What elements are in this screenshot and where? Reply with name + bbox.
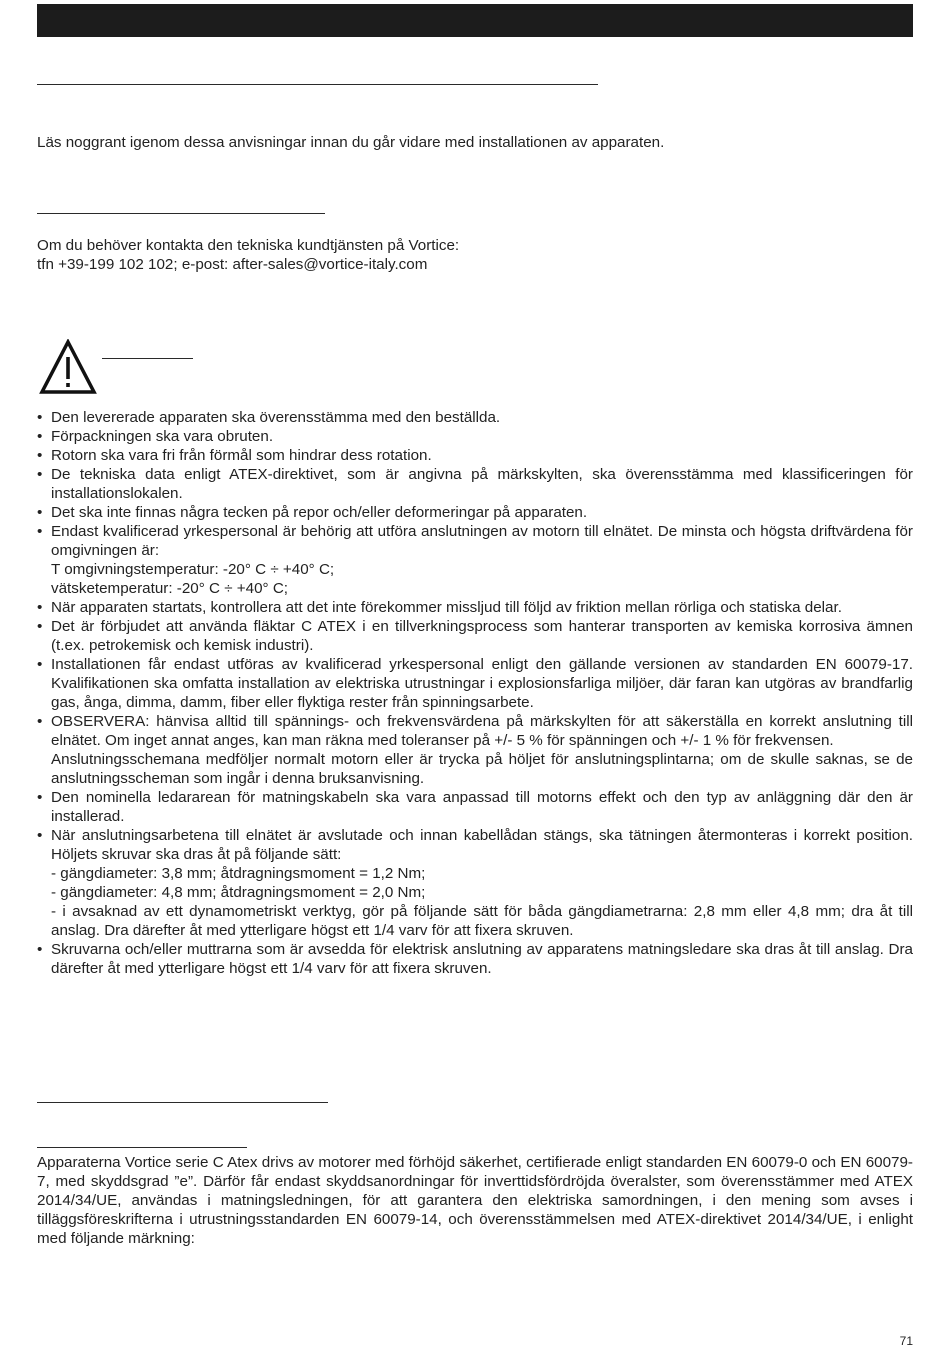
checklist-item: [37, 598, 913, 617]
checklist-item-text: Den levererade apparaten ska överensstämma med den beställda.: [51, 409, 501, 426]
checklist-item-text: Det ska inte finnas några tecken på repor och/eller deformeringar på apparaten.: [51, 504, 588, 521]
checklist-item: [37, 408, 913, 427]
checklist-item-text: Rotorn ska vara fri från förmål som hindrar dess rotation.: [51, 447, 432, 464]
contact-text: [37, 236, 913, 274]
warning-triangle-icon: [39, 339, 97, 395]
checklist-item: [37, 712, 913, 788]
section-rule-1: [37, 84, 598, 85]
section-rule-4: [37, 1102, 328, 1103]
checklist-item-text: När apparaten startats, kontrollera att det inte förekommer missljud till följd av friktion mellan rörliga och statiska delar.: [51, 599, 842, 616]
checklist-item-subline: - gängdiameter: 3,8 mm; åtdragningsmoment = 1,2 Nm;: [51, 865, 426, 882]
contact-line-1: Om du behöver kontakta den tekniska kundtjänsten på Vortice:: [37, 237, 460, 254]
intro-text: Läs noggrant igenom dessa anvisningar innan du går vidare med installationen av apparaten.: [37, 134, 665, 151]
checklist-item-text: Det är förbjudet att använda fläktar C ATEX i en tillverkningsprocess som hanterar transporten av kemiska korrosiva ämnen (t.ex. petrokemisk och kemisk industri).: [51, 618, 913, 654]
checklist-item-text: Förpackningen ska vara obruten.: [51, 428, 274, 445]
page-number: 71: [899, 1334, 913, 1348]
checklist-item: [37, 826, 913, 940]
checklist-item: [37, 522, 913, 598]
checklist-item-text: När anslutningsarbetena till elnätet är avslutade och innan kabellådan stängs, ska tätningen återmonteras i korrekt position. Höljets skruvar ska dras åt på följande sätt:: [51, 827, 913, 863]
checklist-item: [37, 655, 913, 712]
checklist-item-text: Den nominella ledararean för matningskabeln ska vara anpassad till motorns effekt och den typ av anläggning där den är installerad.: [51, 789, 913, 825]
checklist-item-subline: T omgivningstemperatur: -20° C ÷ +40° C;: [51, 561, 335, 578]
section-rule-3: [102, 358, 193, 359]
checklist: [37, 408, 913, 978]
checklist-item-subline: vätsketemperatur: -20° C ÷ +40° C;: [51, 580, 289, 597]
contact-line-2: tfn +39-199 102 102; e-post: after-sales@vortice-italy.com: [37, 256, 428, 273]
checklist-item: [37, 503, 913, 522]
atex-paragraph: Apparaterna Vortice serie C Atex drivs av motorer med förhöjd säkerhet, certifierade enligt standarden EN 60079-0 och EN 60079-7, med skyddsgrad ”e”. Därför får endast skyddsanordningar för inverttidsfördröjda överalster, som överensstämmer med ATEX 2014/34/UE, användas i matningsledningen, för att garantera den elektriska samordningen, i den mening som avses i tilläggsföreskrifterna i utrustningsstandarden EN 60079-14, och överensstämmelsen med ATEX-direktivet 2014/34/UE, i enlight med följande märkning:: [37, 1154, 913, 1247]
checklist-item-extra: - i avsaknad av ett dynamometriskt verktyg, gör på följande sätt för båda gängdiametrarna: 2,8 mm eller 4,8 mm; dra åt till anslag. Dra därefter åt med ytterligare högst ett 1/4 varv för att fixera skruven.: [51, 903, 913, 939]
checklist-item-extra: Anslutningsschemana medföljer normalt motorn eller är trycka på höljet för anslutningsplintarna; om de skulle saknas, se de anslutningsscheman som ingår i denna bruksanvisning.: [51, 751, 913, 787]
checklist-item: [37, 465, 913, 503]
checklist-item: [37, 446, 913, 465]
section-rule-5: [37, 1147, 247, 1148]
section-rule-2: [37, 213, 325, 214]
checklist-item-text: OBSERVERA: hänvisa alltid till spännings- och frekvensvärdena på märkskylten för att säkerställa en korrekt anslutning till elnätet. Om inget annat anges, kan man räkna med toleranser på +/- 5 % för spänningen och +/- 1 % för frekvensen.: [51, 713, 913, 749]
checklist-item-text: Skruvarna och/eller muttrarna som är avsedda för elektrisk anslutning av apparatens matningsledare ska dras åt till anslag. Dra därefter åt med ytterligare högst ett 1/4 varv för att fixera skruven.: [51, 941, 913, 977]
checklist-item-text: De tekniska data enligt ATEX-direktivet, som är angivna på märkskylten, ska överensstämma med klassificeringen för installationslokalen.: [51, 466, 913, 502]
checklist-item: [37, 427, 913, 446]
checklist-item: [37, 617, 913, 655]
checklist-item-text: Installationen får endast utföras av kvalificerad yrkespersonal enligt den gällande versionen av standarden EN 60079-17. Kvalifikationen ska omfatta installation av elektriska utrustningar i explosionsfarliga miljöer, där faran kan utgöras av brandfarlig gas, ånga, dimma, damm, fiber eller flyktiga rester från spinningsarbete.: [51, 656, 913, 711]
checklist-item: [37, 940, 913, 978]
checklist-item-text: Endast kvalificerad yrkespersonal är behörig att utföra anslutningen av motorn till elnätet. De minsta och högsta driftvärdena för omgivningen är:: [51, 523, 913, 559]
checklist-item-subline: - gängdiameter: 4,8 mm; åtdragningsmoment = 2,0 Nm;: [51, 884, 426, 901]
header-bar: [37, 4, 913, 37]
checklist-item: [37, 788, 913, 826]
